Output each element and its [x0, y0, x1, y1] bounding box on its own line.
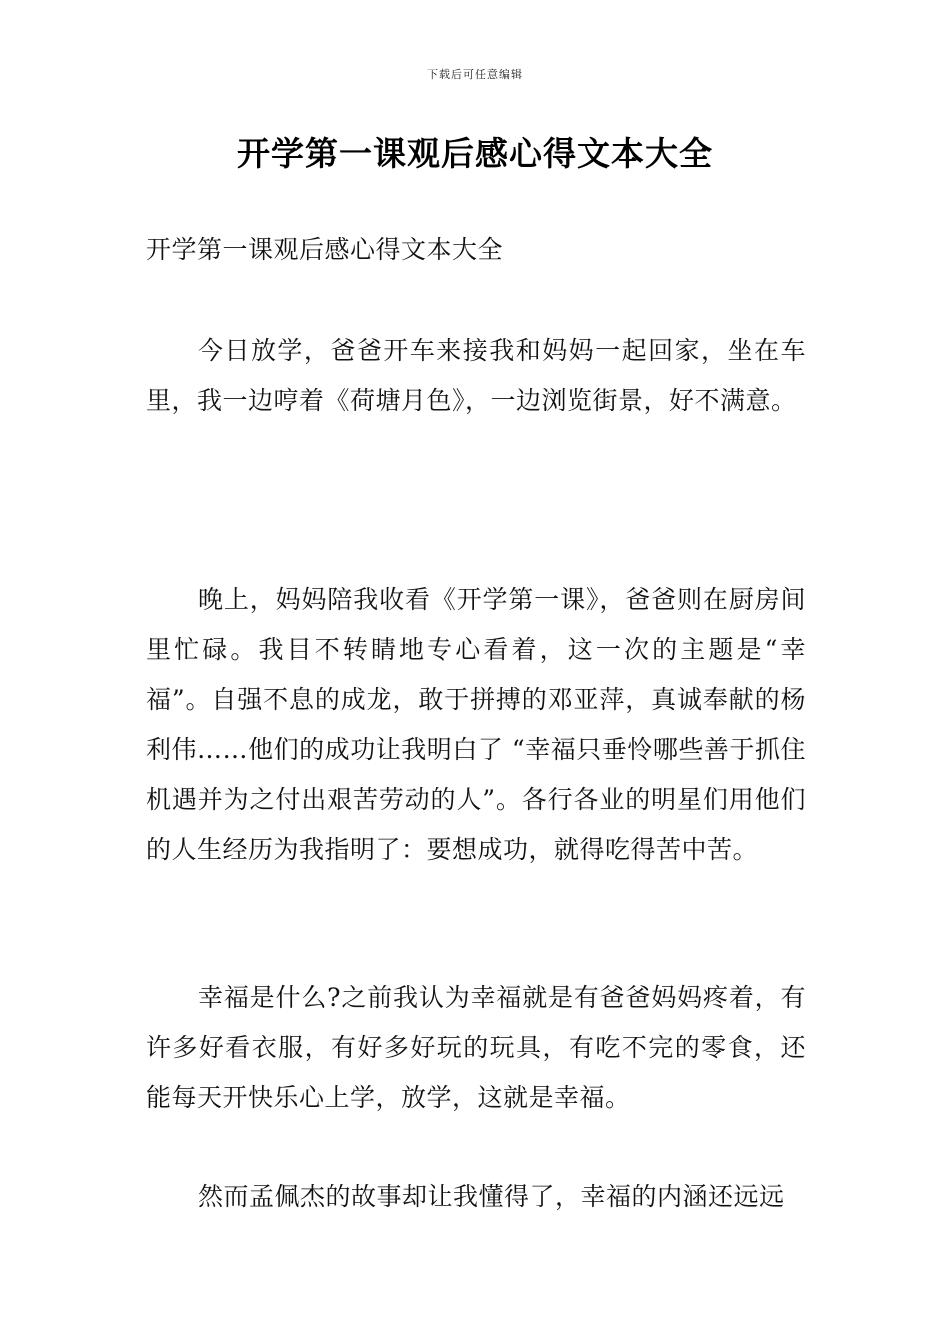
paragraph-2: 晚上，妈妈陪我收看《开学第一课》，爸爸则在厨房间里忙碌。我目不转睛地专心看着，这一次的主题是“幸福”。自强不息的成龙，敢于拼搏的邓亚萍，真诚奉献的杨利伟……他们的成功让我明白了 “幸福只垂怜哪些善于抓住机遇并为之付出艰苦劳动的人”。各行各业的明星们用他们的人生经历为我指明了：要想成功，就得吃得苦中苦。 [146, 585, 806, 864]
paragraph-4: 然而孟佩杰的故事却让我懂得了，幸福的内涵还远远 [198, 1182, 785, 1211]
header-note: 下载后可任意编辑 [427, 68, 523, 81]
paragraph-3: 幸福是什么?之前我认为幸福就是有爸爸妈妈疼着，有许多好看衣服，有好多好玩的玩具，有吃不完的零食，还能每天开快乐心上学，放学，这就是幸福。 [146, 983, 806, 1112]
document-subtitle: 开学第一课观后感心得文本大全 [146, 235, 504, 264]
document-title: 开学第一课观后感心得文本大全 [237, 134, 713, 173]
paragraph-1: 今日放学，爸爸开车来接我和妈妈一起回家，坐在车里，我一边哼着《荷塘月色》，一边浏览街景，好不满意。 [146, 336, 806, 415]
